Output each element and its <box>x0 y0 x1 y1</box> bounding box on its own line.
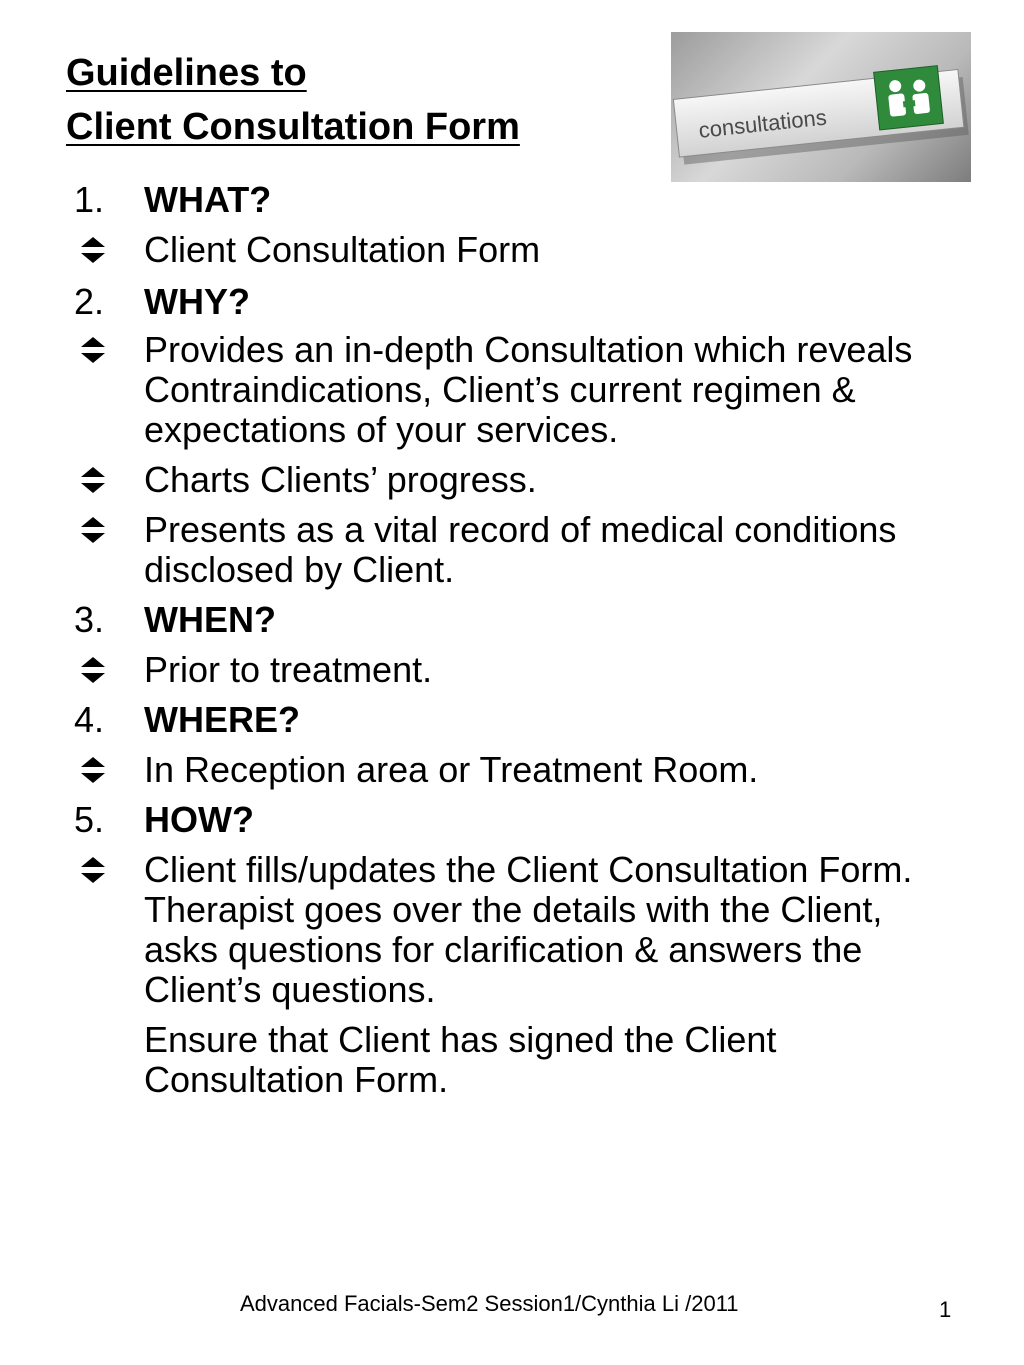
section-heading-text: WHERE? <box>144 699 300 740</box>
consultations-sign-graphic <box>671 32 971 182</box>
list-item-text: Ensure that Client has signed the Client Consultation Form. <box>144 1019 777 1100</box>
diamond-bullet-icon <box>80 513 106 547</box>
list-item-text: Charts Clients’ progress. <box>144 459 537 500</box>
diamond-bullet-icon <box>80 853 106 887</box>
diamond-bullet-icon <box>80 233 106 267</box>
list-item-text: Prior to treatment. <box>144 649 433 690</box>
page-number: 1 <box>939 1297 952 1322</box>
section-heading-text: WHEN? <box>144 599 276 640</box>
page-title <box>66 46 520 154</box>
section-heading-text: WHAT? <box>144 179 272 220</box>
list-item-text: Presents as a vital record of medical conditions disclosed by Client. <box>144 509 897 590</box>
list-item-text: Client Consultation Form <box>144 229 541 270</box>
section-number: 5. <box>74 799 105 840</box>
diamond-bullet-icon <box>80 463 106 497</box>
footer-text: Advanced Facials-Sem2 Session1/Cynthia Li /2011 <box>240 1291 739 1316</box>
section-number: 3. <box>74 599 105 640</box>
list-item-text: Client fills/updates the Client Consultation Form. Therapist goes over the details with the Client, asks questions for clarification & answers the Client’s questions. <box>144 849 913 1010</box>
section-heading-text: HOW? <box>144 799 254 840</box>
section-number: 1. <box>74 179 105 220</box>
consultations-photo <box>671 32 971 182</box>
sign-text: consultations <box>697 104 828 143</box>
diamond-bullet-icon <box>80 753 106 787</box>
title-line-2: Client Consultation Form <box>66 106 520 148</box>
section-number: 2. <box>74 281 105 322</box>
list-item-text: In Reception area or Treatment Room. <box>144 749 759 790</box>
list-item-text: Provides an in-depth Consultation which reveals Contraindications, Client’s current regimen & expectations of your services. <box>144 329 913 450</box>
section-number: 4. <box>74 699 105 740</box>
section-heading-text: WHY? <box>144 281 250 322</box>
diamond-bullet-icon <box>80 653 106 687</box>
diamond-bullet-icon <box>80 333 106 367</box>
title-line-1: Guidelines to <box>66 52 307 94</box>
